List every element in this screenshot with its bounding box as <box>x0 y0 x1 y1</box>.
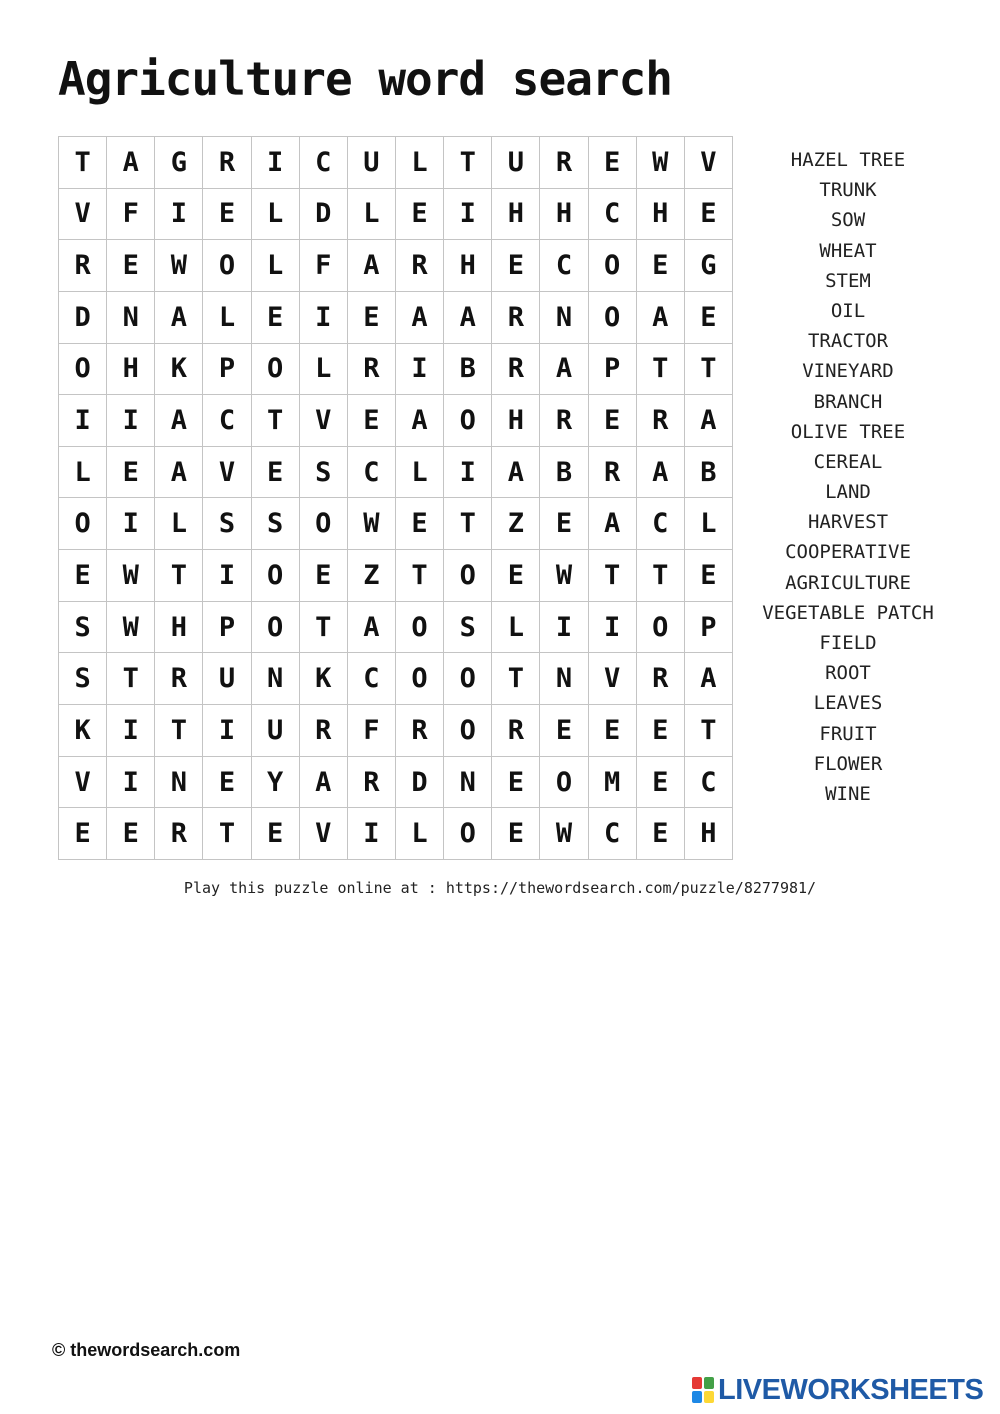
grid-cell[interactable]: R <box>59 240 107 292</box>
grid-cell[interactable]: V <box>589 653 637 705</box>
grid-cell[interactable]: I <box>252 137 300 189</box>
grid-cell[interactable]: A <box>155 395 203 447</box>
grid-cell[interactable]: I <box>348 808 396 860</box>
grid-cell[interactable]: T <box>637 344 685 396</box>
word-list-item: WHEAT <box>819 239 877 262</box>
grid-cell[interactable]: A <box>300 757 348 809</box>
grid-cell[interactable]: P <box>589 344 637 396</box>
grid-cell[interactable]: E <box>348 395 396 447</box>
grid-cell[interactable]: A <box>396 395 444 447</box>
grid-cell[interactable]: O <box>252 550 300 602</box>
grid-cell[interactable]: I <box>540 602 588 654</box>
grid-cell[interactable]: R <box>203 137 251 189</box>
grid-cell[interactable]: T <box>396 550 444 602</box>
grid-cell[interactable]: R <box>492 344 540 396</box>
grid-cell[interactable]: W <box>107 550 155 602</box>
word-list <box>748 145 948 809</box>
word-list-item: SOW <box>830 209 866 232</box>
grid-cell[interactable]: F <box>107 189 155 241</box>
grid-cell[interactable]: P <box>685 602 733 654</box>
grid-cell[interactable]: H <box>155 602 203 654</box>
grid-cell[interactable]: M <box>589 757 637 809</box>
grid-cell[interactable]: L <box>155 498 203 550</box>
grid-cell[interactable]: A <box>685 653 733 705</box>
grid-cell[interactable]: O <box>444 653 492 705</box>
word-list-item: AGRICULTURE <box>785 571 911 594</box>
grid-cell[interactable]: N <box>444 757 492 809</box>
grid-cell[interactable]: G <box>685 240 733 292</box>
grid-cell[interactable]: D <box>59 292 107 344</box>
grid-cell[interactable]: R <box>348 344 396 396</box>
word-list-item: FLOWER <box>813 752 883 775</box>
grid-cell[interactable]: S <box>300 447 348 499</box>
logo-square-4 <box>704 1391 714 1403</box>
grid-cell[interactable]: L <box>396 808 444 860</box>
grid-cell[interactable]: H <box>107 344 155 396</box>
grid-cell[interactable]: V <box>300 808 348 860</box>
logo-square-1 <box>692 1377 702 1389</box>
word-list-item: STEM <box>825 269 871 292</box>
grid-cell[interactable]: T <box>107 653 155 705</box>
grid-cell[interactable]: E <box>685 550 733 602</box>
word-list-item: CEREAL <box>813 450 883 473</box>
grid-cell[interactable]: A <box>637 292 685 344</box>
grid-cell[interactable]: C <box>203 395 251 447</box>
grid-cell[interactable]: I <box>396 344 444 396</box>
grid-cell[interactable]: F <box>348 705 396 757</box>
grid-cell[interactable]: C <box>637 498 685 550</box>
word-list-item: BRANCH <box>813 390 883 413</box>
grid-cell[interactable]: E <box>252 808 300 860</box>
grid-cell[interactable]: O <box>444 550 492 602</box>
liveworksheets-logo[interactable] <box>692 1374 983 1406</box>
grid-cell[interactable]: G <box>155 137 203 189</box>
grid-cell[interactable]: E <box>396 498 444 550</box>
word-list-item: HAZEL TREE <box>790 149 906 171</box>
grid-cell[interactable]: R <box>396 240 444 292</box>
grid-cell[interactable]: E <box>203 189 251 241</box>
letter-grid[interactable] <box>58 136 733 860</box>
grid-cell[interactable]: S <box>59 602 107 654</box>
grid-cell[interactable]: R <box>300 705 348 757</box>
grid-cell[interactable]: L <box>252 240 300 292</box>
grid-cell[interactable]: T <box>252 395 300 447</box>
grid-cell[interactable]: V <box>203 447 251 499</box>
grid-cell[interactable]: E <box>540 498 588 550</box>
grid-cell[interactable]: K <box>155 344 203 396</box>
grid-cell[interactable]: T <box>492 653 540 705</box>
grid-cell[interactable]: B <box>685 447 733 499</box>
grid-cell[interactable]: A <box>155 292 203 344</box>
grid-cell[interactable]: O <box>396 653 444 705</box>
grid-cell[interactable]: E <box>637 808 685 860</box>
grid-cell[interactable]: O <box>203 240 251 292</box>
grid-cell[interactable]: E <box>589 395 637 447</box>
grid-cell[interactable]: H <box>444 240 492 292</box>
grid-cell[interactable]: D <box>300 189 348 241</box>
grid-cell[interactable]: F <box>300 240 348 292</box>
word-list-item: FRUIT <box>819 722 877 745</box>
word-list-item: VINEYARD <box>802 360 894 383</box>
grid-cell[interactable]: T <box>155 705 203 757</box>
grid-cell[interactable]: A <box>637 447 685 499</box>
grid-cell[interactable]: A <box>155 447 203 499</box>
grid-cell[interactable]: A <box>492 447 540 499</box>
grid-cell[interactable]: P <box>203 602 251 654</box>
word-list-item: VEGETABLE PATCH <box>762 601 934 624</box>
grid-cell[interactable]: E <box>396 189 444 241</box>
grid-cell[interactable]: A <box>396 292 444 344</box>
grid-cell[interactable]: E <box>685 292 733 344</box>
grid-cell[interactable]: C <box>348 653 396 705</box>
grid-cell[interactable]: L <box>396 447 444 499</box>
online-link-note[interactable]: Play this puzzle online at : https://thewordsearch.com/puzzle/8277981/ <box>183 879 817 897</box>
word-list-item: OIL <box>830 299 866 322</box>
grid-cell[interactable]: R <box>492 705 540 757</box>
grid-cell[interactable]: E <box>348 292 396 344</box>
grid-cell[interactable]: H <box>492 395 540 447</box>
grid-cell[interactable]: E <box>59 808 107 860</box>
logo-square-3 <box>692 1391 702 1403</box>
copyright-text: © thewordsearch.com <box>52 1340 241 1360</box>
grid-cell[interactable]: E <box>492 757 540 809</box>
grid-cell[interactable]: I <box>107 395 155 447</box>
grid-cell[interactable]: I <box>300 292 348 344</box>
grid-cell[interactable]: H <box>685 808 733 860</box>
grid-cell[interactable]: C <box>589 808 637 860</box>
grid-cell[interactable]: R <box>637 395 685 447</box>
grid-cell[interactable]: R <box>589 447 637 499</box>
grid-cell[interactable]: V <box>59 189 107 241</box>
grid-cell[interactable]: N <box>540 653 588 705</box>
grid-cell[interactable]: T <box>685 344 733 396</box>
grid-cell[interactable]: W <box>637 137 685 189</box>
grid-cell[interactable]: E <box>107 808 155 860</box>
grid-cell[interactable]: I <box>155 189 203 241</box>
word-list-item: ROOT <box>825 662 871 685</box>
grid-cell[interactable]: O <box>444 395 492 447</box>
grid-cell[interactable]: E <box>300 550 348 602</box>
grid-cell[interactable]: O <box>589 292 637 344</box>
grid-cell[interactable]: E <box>685 189 733 241</box>
grid-cell[interactable]: O <box>589 240 637 292</box>
word-list-item: LAND <box>825 481 871 504</box>
grid-cell[interactable]: L <box>59 447 107 499</box>
grid-cell[interactable]: P <box>203 344 251 396</box>
grid-cell[interactable]: A <box>685 395 733 447</box>
grid-cell[interactable]: E <box>203 757 251 809</box>
grid-cell[interactable]: B <box>540 447 588 499</box>
grid-cell[interactable]: W <box>540 808 588 860</box>
grid-cell[interactable]: T <box>444 137 492 189</box>
grid-cell[interactable]: L <box>252 189 300 241</box>
grid-cell[interactable]: H <box>540 189 588 241</box>
grid-cell[interactable]: K <box>300 653 348 705</box>
grid-cell[interactable]: T <box>59 137 107 189</box>
grid-cell[interactable]: L <box>300 344 348 396</box>
grid-cell[interactable]: V <box>685 137 733 189</box>
grid-cell[interactable]: I <box>59 395 107 447</box>
grid-cell[interactable]: E <box>589 137 637 189</box>
grid-cell[interactable]: T <box>300 602 348 654</box>
grid-cell[interactable]: O <box>444 808 492 860</box>
grid-cell[interactable]: N <box>252 653 300 705</box>
grid-cell[interactable]: S <box>252 498 300 550</box>
grid-cell[interactable]: U <box>252 705 300 757</box>
grid-cell[interactable]: T <box>155 550 203 602</box>
grid-cell[interactable]: W <box>155 240 203 292</box>
grid-cell[interactable]: T <box>685 705 733 757</box>
grid-cell[interactable]: R <box>540 395 588 447</box>
grid-cell[interactable]: R <box>155 808 203 860</box>
grid-cell[interactable]: T <box>203 808 251 860</box>
grid-cell[interactable]: W <box>348 498 396 550</box>
grid-cell[interactable]: E <box>252 292 300 344</box>
grid-cell[interactable]: R <box>492 292 540 344</box>
grid-cell[interactable]: O <box>252 602 300 654</box>
grid-cell[interactable]: K <box>59 705 107 757</box>
grid-cell[interactable]: O <box>59 344 107 396</box>
grid-cell[interactable]: S <box>444 602 492 654</box>
grid-cell[interactable]: E <box>637 705 685 757</box>
grid-cell[interactable]: R <box>348 757 396 809</box>
grid-cell[interactable]: R <box>540 137 588 189</box>
grid-cell[interactable]: I <box>444 189 492 241</box>
grid-cell[interactable]: L <box>203 292 251 344</box>
grid-cell[interactable]: O <box>59 498 107 550</box>
grid-cell[interactable]: L <box>348 189 396 241</box>
grid-cell[interactable]: Z <box>348 550 396 602</box>
word-list-item: FIELD <box>819 632 877 654</box>
grid-cell[interactable]: E <box>59 550 107 602</box>
grid-cell[interactable]: H <box>637 189 685 241</box>
grid-cell[interactable]: I <box>203 550 251 602</box>
word-list-item: COOPERATIVE <box>785 541 911 564</box>
grid-cell[interactable]: C <box>589 189 637 241</box>
grid-cell[interactable]: E <box>540 705 588 757</box>
grid-cell[interactable]: L <box>685 498 733 550</box>
grid-cell[interactable]: T <box>444 498 492 550</box>
grid-cell[interactable]: U <box>348 137 396 189</box>
word-list-item: OLIVE TREE <box>790 420 906 443</box>
grid-cell[interactable]: W <box>107 602 155 654</box>
grid-cell[interactable]: D <box>396 757 444 809</box>
grid-cell[interactable]: V <box>300 395 348 447</box>
grid-cell[interactable]: T <box>589 550 637 602</box>
grid-cell[interactable]: U <box>492 137 540 189</box>
liveworksheets-logo-icon <box>692 1377 714 1403</box>
grid-cell[interactable]: E <box>492 240 540 292</box>
grid-cell[interactable]: O <box>252 344 300 396</box>
grid-cell[interactable]: E <box>107 447 155 499</box>
grid-cell[interactable]: I <box>444 447 492 499</box>
grid-cell[interactable]: E <box>107 240 155 292</box>
grid-cell[interactable]: O <box>396 602 444 654</box>
grid-cell[interactable]: B <box>444 344 492 396</box>
grid-cell[interactable]: E <box>589 705 637 757</box>
grid-cell[interactable]: W <box>540 550 588 602</box>
grid-cell[interactable]: R <box>155 653 203 705</box>
page-title: Agriculture word search <box>58 52 672 106</box>
grid-cell[interactable]: E <box>252 447 300 499</box>
logo-square-2 <box>704 1377 714 1389</box>
grid-cell[interactable]: I <box>107 757 155 809</box>
grid-cell[interactable]: E <box>492 808 540 860</box>
grid-cell[interactable]: O <box>540 757 588 809</box>
grid-cell[interactable]: T <box>637 550 685 602</box>
grid-cell[interactable]: H <box>492 189 540 241</box>
grid-cell[interactable]: O <box>300 498 348 550</box>
grid-cell[interactable]: I <box>203 705 251 757</box>
grid-cell[interactable]: E <box>492 550 540 602</box>
grid-cell[interactable]: A <box>589 498 637 550</box>
word-list-item: WINE <box>825 782 871 805</box>
grid-cell[interactable]: L <box>396 137 444 189</box>
grid-cell[interactable]: U <box>203 653 251 705</box>
grid-cell[interactable]: N <box>107 292 155 344</box>
grid-cell[interactable]: I <box>107 498 155 550</box>
grid-cell[interactable]: A <box>540 344 588 396</box>
grid-cell[interactable]: Z <box>492 498 540 550</box>
grid-cell[interactable]: A <box>348 602 396 654</box>
grid-cell[interactable]: C <box>685 757 733 809</box>
grid-cell[interactable]: N <box>540 292 588 344</box>
grid-cell[interactable]: R <box>637 653 685 705</box>
grid-cell[interactable]: L <box>492 602 540 654</box>
grid-cell[interactable]: R <box>396 705 444 757</box>
grid-cell[interactable]: I <box>107 705 155 757</box>
word-list-item: LEAVES <box>813 692 883 715</box>
word-list-item: TRACTOR <box>807 330 889 353</box>
grid-cell[interactable]: S <box>203 498 251 550</box>
grid-cell[interactable]: N <box>155 757 203 809</box>
liveworksheets-logo-text: LIVEWORKSHEETS <box>718 1373 984 1406</box>
grid-cell[interactable]: E <box>637 757 685 809</box>
grid-cell[interactable]: A <box>444 292 492 344</box>
grid-cell[interactable]: C <box>348 447 396 499</box>
grid-cell[interactable]: C <box>300 137 348 189</box>
grid-cell[interactable]: C <box>540 240 588 292</box>
grid-cell[interactable]: E <box>637 240 685 292</box>
grid-cell[interactable]: Y <box>252 757 300 809</box>
word-list-item: HARVEST <box>807 511 889 534</box>
grid-cell[interactable]: A <box>107 137 155 189</box>
grid-cell[interactable]: I <box>589 602 637 654</box>
grid-cell[interactable]: O <box>444 705 492 757</box>
grid-cell[interactable]: V <box>59 757 107 809</box>
grid-cell[interactable]: O <box>637 602 685 654</box>
word-list-item: TRUNK <box>819 179 877 202</box>
grid-cell[interactable]: S <box>59 653 107 705</box>
grid-cell[interactable]: A <box>348 240 396 292</box>
